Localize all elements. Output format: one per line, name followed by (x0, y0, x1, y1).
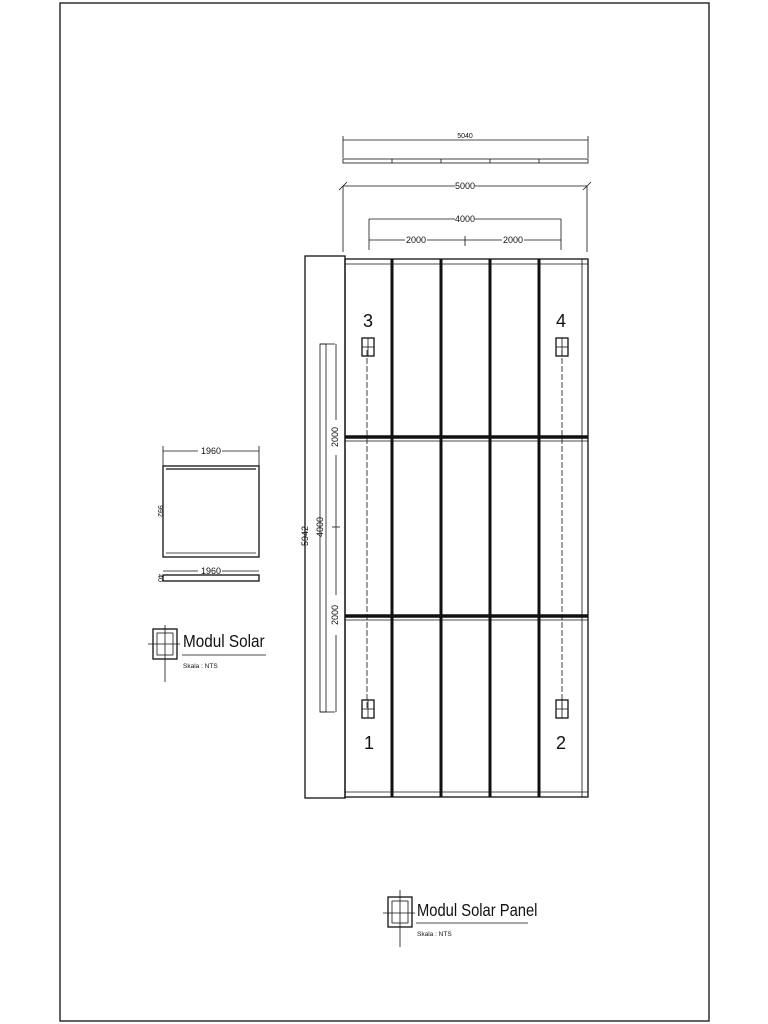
module-outline (163, 466, 259, 557)
section-marker-icon (148, 625, 180, 682)
scale-text-modul-solar: Skala : NTS (183, 663, 218, 670)
corner-label-3: 3 (362, 311, 374, 331)
corner-label-4: 4 (555, 311, 567, 331)
post-base-3 (362, 338, 374, 356)
dim-5000: 5000 (454, 181, 476, 191)
dim-2000-left: 2000 (405, 235, 427, 245)
corner-label-1: 1 (363, 733, 375, 753)
dim-5942-line (300, 256, 310, 798)
dim-992: 992 (156, 505, 163, 517)
post-base-1 (362, 700, 374, 718)
array-frame (345, 259, 588, 797)
title-text-modul-solar: Modul Solar (183, 630, 265, 652)
corner-label-2: 2 (555, 733, 567, 753)
dim-4000-line (369, 214, 561, 250)
dim-5040: 5040 (457, 133, 473, 140)
dim-4000-v: 4000 (315, 516, 325, 538)
top-strip (343, 133, 588, 163)
dim-4000-vertical (315, 344, 340, 712)
section-marker-icon (383, 890, 415, 947)
title-modul-solar (148, 625, 266, 682)
title-text-modul-solar-panel: Modul Solar Panel (417, 900, 538, 921)
post-base-2 (556, 700, 568, 718)
post-base-4 (556, 338, 568, 356)
dim-40: 40 (156, 574, 163, 582)
module-detail (156, 446, 259, 582)
dim-5942: 5942 (300, 525, 310, 547)
dim-4000: 4000 (454, 214, 476, 224)
dim-1960-top: 1960 (200, 446, 222, 456)
title-modul-solar-panel (383, 890, 537, 947)
dim-2000-right: 2000 (502, 235, 524, 245)
dim-2000-upper: 2000 (330, 426, 340, 448)
panel-array (305, 256, 588, 798)
dim-1960-bottom: 1960 (200, 566, 222, 576)
scale-text-modul-solar-panel: Skala : NTS (417, 931, 452, 938)
dim-2000-lower: 2000 (330, 604, 340, 626)
